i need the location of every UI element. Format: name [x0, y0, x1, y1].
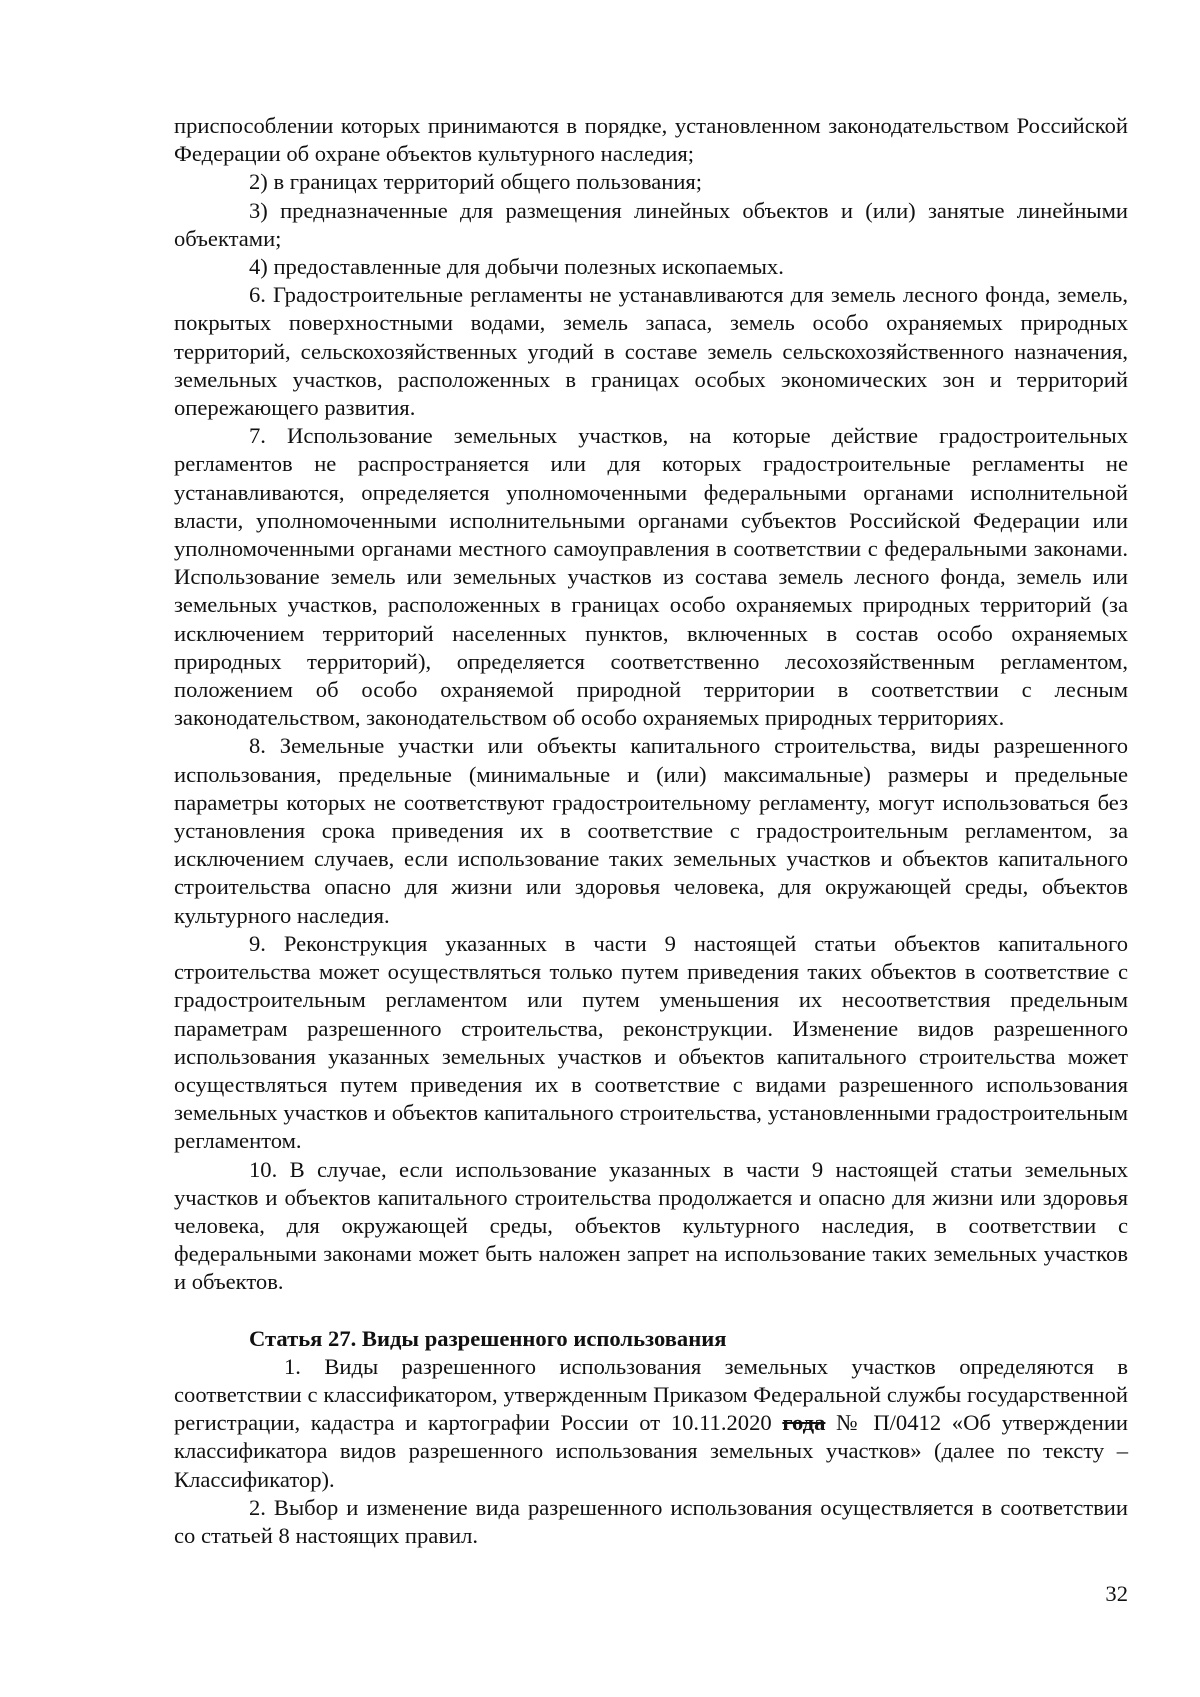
article-paragraph-1	[174, 1353, 1128, 1494]
paragraph-continuation: приспособлении которых принимаются в порядке, установленном законодательством Российской Федерации об охране объектов культурного наследия;	[174, 113, 1128, 167]
page-number: 32	[1105, 1581, 1128, 1606]
article-paragraph-2: 2. Выбор и изменение вида разрешенного использования осуществляется в соответствии со статьей 8 настоящих правил.	[174, 1494, 1128, 1548]
paragraph-7: 7. Использование земельных участков, на которые действие градостроительных регламентов не распространяется или для которых градостроительные регламенты не устанавливаются, определяется уполномоченными федеральными органами исполнительной власти, уполномоченными исполнительными органами субъектов Российской Федерации или уполномоченными органами местного самоуправления в соответствии с федеральными законами. Использование земель или земельных участков из состава земель лесного фонда, земель или земельных участков, расположенных в границах особо охраняемых природных территорий (за исключением территорий населенных пунктов, включенных в состав особо охраняемых природных территорий), определяется соответственно лесохозяйственным регламентом, положением об особо охраняемой природной территории в соответствии с лесным законодательством, законодательством об особо охраняемых природных территориях.	[174, 423, 1128, 731]
paragraph-6: 6. Градостроительные регламенты не устанавливаются для земель лесного фонда, земель, покрытых поверхностными водами, земель запаса, земель особо охраняемых природных территорий, сельскохозяйственных угодий в составе земель сельскохозяйственного назначения, земельных участков, расположенных в границах особых экономических зон и территорий опережающего развития.	[174, 282, 1128, 421]
article-p1-text-before: 1. Виды разрешенного использования земельных участков определяются в соответствии с классификатором, утвержденным Приказом Федеральной службы государственной регистрации, кадастра и картографии России от 10.11.2020	[174, 1353, 1128, 1436]
list-item-2: 2) в границах территорий общего пользования;	[249, 169, 703, 195]
paragraph-10: 10. В случае, если использование указанных в части 9 настоящей статьи земельных участков и объектов капитального строительства продолжается и опасно для жизни или здоровья человека, для окружающей среды, объектов культурного наследия, в соответствии с федеральными законами может быть наложен запрет на использование таких земельных участков и объектов.	[174, 1156, 1128, 1295]
list-item-3: 3) предназначенные для размещения линейных объектов и (или) занятые линейными объектами;	[174, 197, 1128, 251]
paragraph-9: 9. Реконструкция указанных в части 9 настоящей статьи объектов капитального строительства может осуществляться только путем приведения таких объектов в соответствие с градостроительным регламентом или путем уменьшения их несоответствия предельным параметрам разрешенного строительства, реконструкции. Изменение видов разрешенного использования указанных земельных участков и объектов капитального строительства может осуществляться путем приведения их в соответствие с видами разрешенного использования земельных участков и объектов капитального строительства, установленными градостроительным регламентом.	[174, 930, 1128, 1154]
article-heading: Статья 27. Виды разрешенного использования	[249, 1325, 727, 1351]
struck-text: года	[782, 1410, 826, 1436]
list-item-4: 4) предоставленные для добычи полезных ископаемых.	[249, 254, 784, 280]
document-page	[174, 112, 1128, 1550]
article-p1-text-after: № П/0412 «Об утверждении классификатора видов разрешенного использования земельных участков» (далее по тексту – Классификатор).	[174, 1410, 1129, 1492]
paragraph-8: 8. Земельные участки или объекты капитального строительства, виды разрешенного использования, предельные (минимальные и (или) максимальные) размеры и предельные параметры которых не соответствуют градостроительному регламенту, могут использоваться без установления срока приведения их в соответствие с градостроительным регламентом, за исключением случаев, если использование таких земельных участков и объектов капитального строительства опасно для жизни или здоровья человека, для окружающей среды, объектов культурного наследия.	[174, 733, 1128, 928]
